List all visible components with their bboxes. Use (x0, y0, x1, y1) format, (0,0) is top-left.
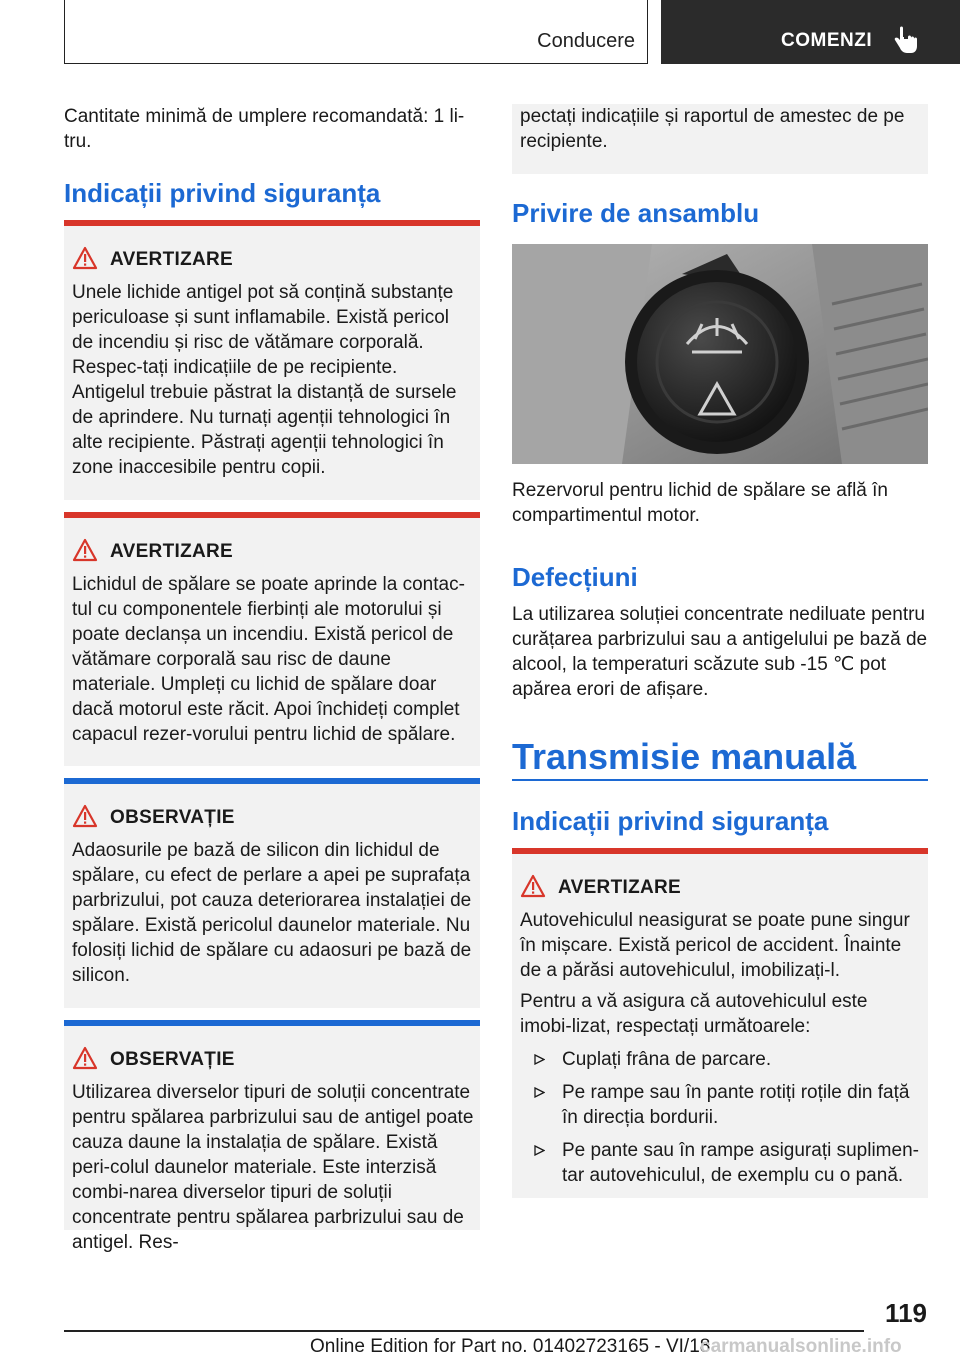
notice-box-title: OBSERVAȚIE (110, 807, 235, 828)
notice-box-continued (512, 104, 928, 174)
footer-edition: Online Edition for Part no. 01402723165 - VI/18 (310, 1336, 711, 1357)
warning-para-2: Pentru a vă asigura că autovehiculul este imobi-lizat, respectați următoarele: (520, 991, 868, 1037)
warning-para-1: Autovehiculul neasigurat se poate pune singur în mișcare. Există pericol de accident. Înainte de a părăsi autovehiculul, imobilizați-l. (520, 910, 910, 981)
bullet-triangle-icon (534, 1145, 545, 1156)
washer-cap-image (512, 244, 928, 464)
photo-caption: Rezervorul pentru lichid de spălare se află în compartimentul motor. (512, 480, 888, 526)
warning-box-title: AVERTIZARE (110, 541, 233, 562)
warning-box-title: AVERTIZARE (558, 877, 681, 898)
header-section-tab (661, 0, 960, 64)
warning-box-3 (512, 848, 928, 1198)
list-item (520, 1138, 922, 1188)
warning-triangle-icon (520, 874, 546, 898)
page-number: 119 (885, 1298, 927, 1328)
notice-box-text: Adaosurile pe bază de silicon din lichidul de spălare, cu efect de perlare a apei pe suprafața parbrizului, pot cauza deteriorarea instalației de spălare. Există pericolul daunelor materiale. Nu folosiți lichid de spălare cu adaosuri pe bază de silicon. (72, 840, 472, 986)
bullet-triangle-icon (534, 1054, 545, 1065)
list-item (520, 1080, 922, 1130)
notice-box-2 (64, 1020, 480, 1253)
header-chapter-box (64, 0, 648, 64)
bullet-text: Cuplați frâna de parcare. (562, 1049, 772, 1070)
notice-box-title: OBSERVAȚIE (110, 1049, 235, 1070)
overview-heading: Privire de ansamblu (512, 198, 760, 228)
warning-box-1 (64, 220, 480, 500)
notice-triangle-icon (72, 804, 98, 828)
bullet-triangle-icon (534, 1087, 545, 1098)
notice-bar (64, 1020, 480, 1026)
notice-bar (64, 778, 480, 784)
right-safety-heading: Indicații privind siguranța (512, 806, 829, 836)
warning-bar (64, 512, 480, 518)
bullet-text: Pe rampe sau în pante rotiți roțile din față în direcția bordurii. (562, 1082, 910, 1128)
warning-box-2 (64, 512, 480, 766)
defects-heading: Defecțiuni (512, 562, 638, 592)
hand-pointer-icon (893, 26, 919, 54)
warning-bar (512, 848, 928, 854)
warning-triangle-icon (72, 246, 98, 270)
notice-box-1 (64, 778, 480, 1008)
warning-box-text: Unele lichide antigel pot să conțină substanțe periculoase și sunt inflamabile. Există pericol de incendiu și risc de vătămare corporală. Respec-tați indicațiile de pe recipiente. Antigelul trebuie păstrat la distanță de sursele de aprindere. Nu turnați agenții tehnologici în alte recipiente. Păstrați agenții tehnologici în zone inaccesibile pentru copii. (72, 282, 457, 478)
warning-triangle-icon (72, 538, 98, 562)
notice-triangle-icon (72, 1046, 98, 1070)
section-heading: Transmisie manuală (512, 736, 857, 777)
warning-box-title: AVERTIZARE (110, 249, 233, 270)
warning-box-text: Lichidul de spălare se poate aprinde la contac-tul cu componentele fierbinți ale motorului și poate declanșa un incendiu. Există pericol de vătămare corporală sau risc de daune materiale. Umpleți cu lichid de spălare doar dacă motorul este răcit. Apoi închideți complet capacul rezer-vorului pentru lichid de spălare. (72, 574, 465, 745)
intro-text: Cantitate minimă de umplere recomandată: 1 li-tru. (64, 106, 465, 152)
notice-continued-text: pectați indicațiile și raportul de amestec de pe recipiente. (520, 106, 905, 152)
bullet-text: Pe pante sau în rampe asigurați suplimen-tar autovehiculul, de exemplu cu o pană. (562, 1140, 919, 1186)
header-chapter: Conducere (537, 30, 635, 52)
section-rule (512, 779, 928, 781)
washer-reservoir-photo (512, 244, 928, 464)
warning-bar (64, 220, 480, 226)
warning-box-content (520, 908, 922, 1188)
header-section-label: COMENZI (781, 30, 873, 51)
list-item (520, 1047, 922, 1072)
footer-watermark: carmanualsonline.info (700, 1336, 902, 1357)
defects-text: La utilizarea soluției concentrate nediluate pentru curățarea parbrizului sau a antigelului pe bază de alcool, la temperaturi scăzute sub -15 ℃ pot apărea erori de afișare. (512, 604, 928, 700)
notice-box-text: Utilizarea diverselor tipuri de soluții concentrate pentru spălarea parbrizului sau de antigel poate cauza daune la instalația de spălare. Există peri-colul daunelor materiale. Este interzisă combi-narea diverselor tipuri de soluții concentrate pentru spălarea parbrizului sau de antigel. Res- (72, 1082, 474, 1253)
footer-rule (64, 1330, 864, 1332)
left-safety-heading: Indicații privind siguranța (64, 178, 381, 208)
